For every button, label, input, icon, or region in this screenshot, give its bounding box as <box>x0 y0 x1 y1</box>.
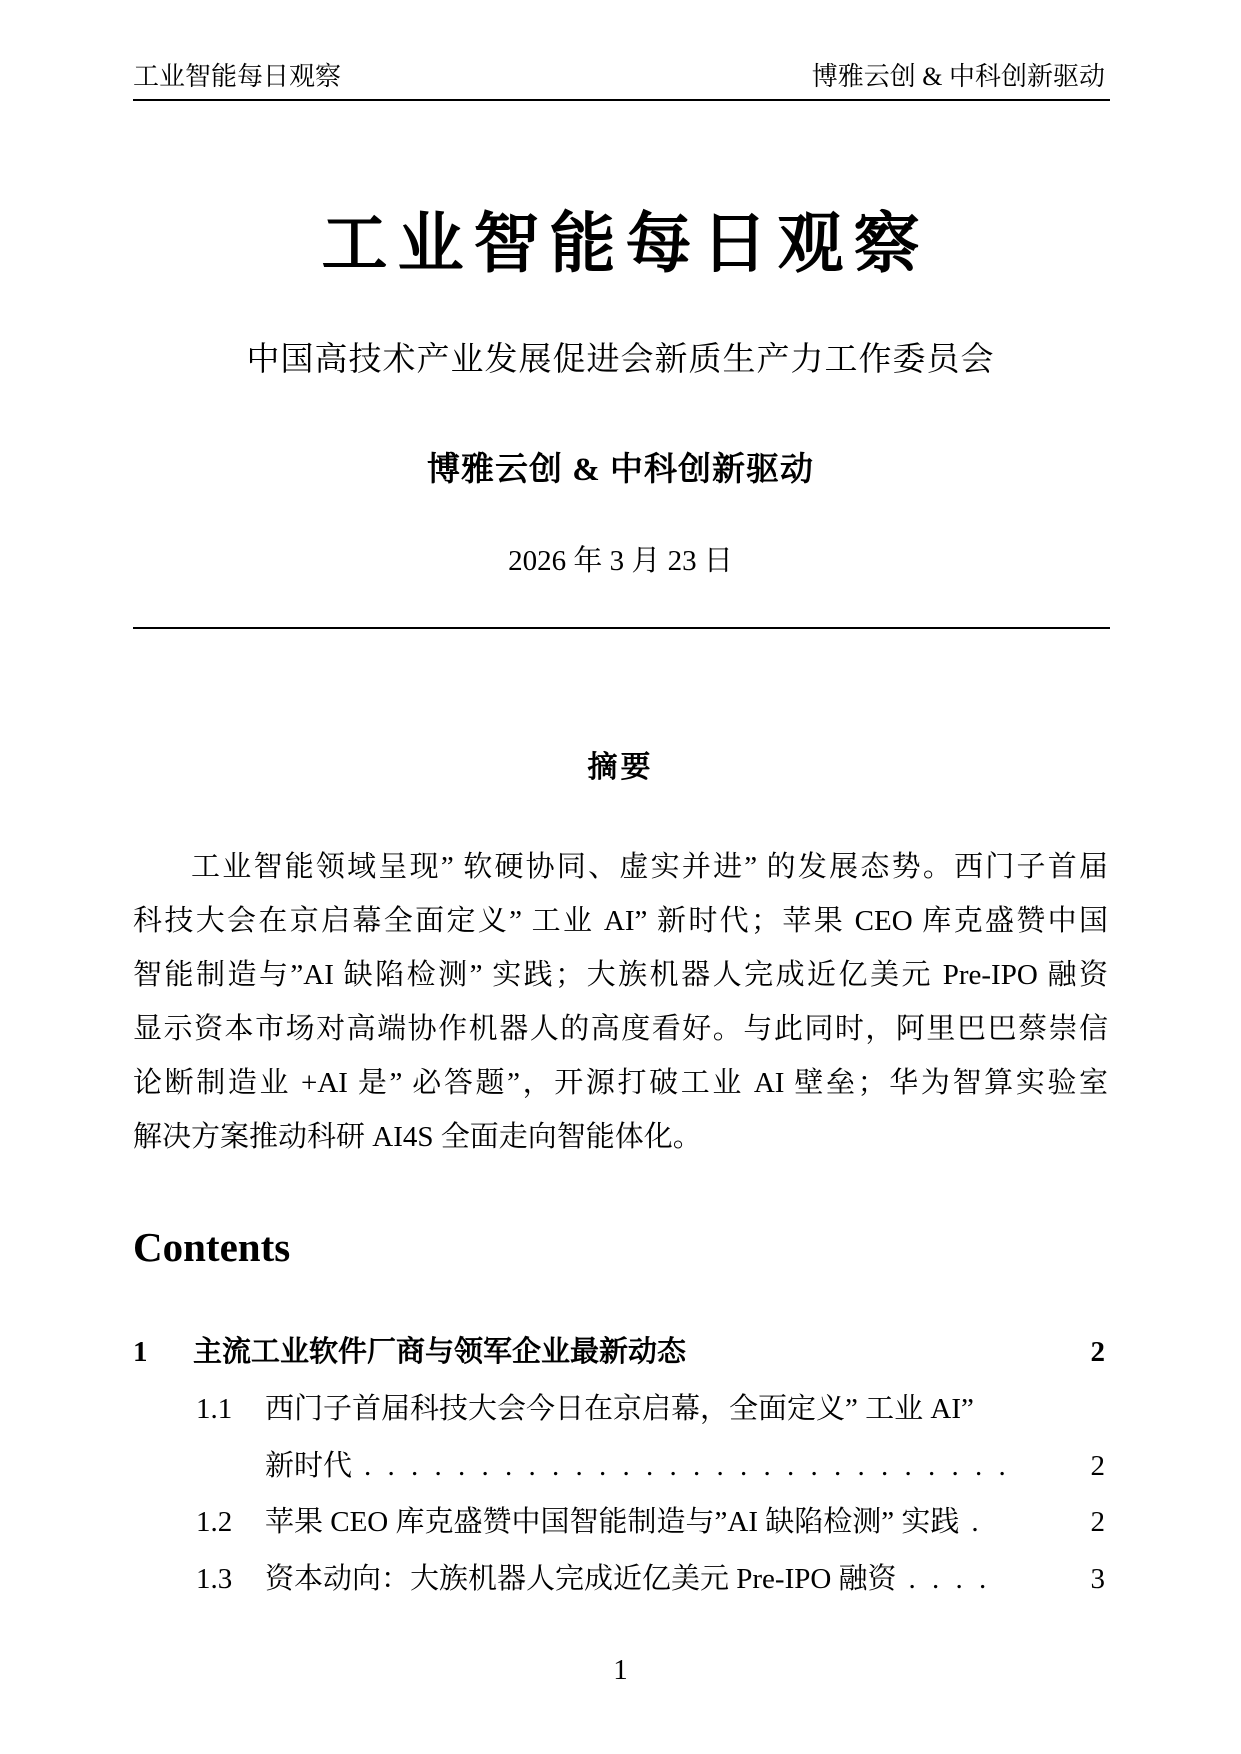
toc-page-number: 2 <box>1090 1506 1105 1538</box>
toc-subsection-title-wrap: 新时代 <box>265 1450 353 1482</box>
toc-page-number: 3 <box>1090 1563 1105 1595</box>
toc-entry-1-1-line2[interactable] <box>265 1448 1105 1484</box>
header-right-org: 博雅云创 & 中科创新驱动 <box>811 62 1105 91</box>
toc-subsection-title: 苹果 CEO 库克盛赞中国智能制造与”AI 缺陷检测” 实践 <box>265 1506 960 1538</box>
toc-subsection-title: 西门子首届科技大会今日在京启幕，全面定义” 工业 AI” <box>265 1393 974 1425</box>
header-left-title: 工业智能每日观察 <box>133 62 342 91</box>
document-subtitle: 中国高技术产业发展促进会新质生产力工作委员会 <box>246 342 995 378</box>
abstract-line: 工业智能领域呈现” 软硬协同、虚实并进” 的发展态势。西门子首届 <box>191 851 1108 883</box>
toc-subsection-title: 资本动向：大族机器人完成近亿美元 Pre-IPO 融资 <box>265 1563 897 1595</box>
toc-subsection-number: 1.1 <box>196 1393 233 1425</box>
toc-dot-leader: . . . . <box>908 1563 987 1595</box>
document-organization: 博雅云创 & 中科创新驱动 <box>427 452 814 488</box>
toc-subsection-number: 1.3 <box>196 1563 233 1595</box>
toc-entry-1-3[interactable] <box>196 1561 1105 1597</box>
running-header <box>133 57 1105 97</box>
titleblock-rule <box>133 627 1110 629</box>
abstract-paragraph <box>133 840 1108 1164</box>
toc-section-title: 主流工业软件厂商与领军企业最新动态 <box>193 1336 687 1368</box>
toc-entry-1-2[interactable] <box>196 1504 1105 1540</box>
contents-heading: Contents <box>133 1224 291 1270</box>
document-date: 2026 年 3 月 23 日 <box>508 545 733 577</box>
abstract-line: 解决方案推动科研 AI4S 全面走向智能体化。 <box>133 1121 702 1153</box>
toc-page-number: 2 <box>1090 1336 1105 1368</box>
toc-page-number: 2 <box>1090 1450 1105 1482</box>
abstract-line: 智能制造与”AI 缺陷检测” 实践；大族机器人完成近亿美元 Pre-IPO 融资 <box>133 959 1108 991</box>
document-title: 工业智能每日观察 <box>321 208 930 281</box>
toc-dot-leader: . . . . . . . . . . . . . . . . . . . . . . . . . . . . <box>364 1450 1006 1482</box>
toc-section-number: 1 <box>133 1336 148 1368</box>
toc-entry-1-1-line1[interactable] <box>196 1391 1105 1427</box>
abstract-heading: 摘要 <box>587 751 654 784</box>
abstract-line: 论断制造业 +AI 是” 必答题”，开源打破工业 AI 壁垒；华为智算实验室 <box>133 1067 1108 1099</box>
toc-dot-leader: . <box>971 1506 979 1538</box>
abstract-line: 显示资本市场对高端协作机器人的高度看好。与此同时，阿里巴巴蔡崇信 <box>133 1013 1108 1045</box>
abstract-line: 科技大会在京启幕全面定义” 工业 AI” 新时代；苹果 CEO 库克盛赞中国 <box>133 905 1108 937</box>
footer-page-number: 1 <box>613 1654 628 1686</box>
toc-subsection-number: 1.2 <box>196 1506 233 1538</box>
toc-entry-section-1[interactable] <box>133 1334 1105 1370</box>
header-rule <box>133 99 1110 101</box>
